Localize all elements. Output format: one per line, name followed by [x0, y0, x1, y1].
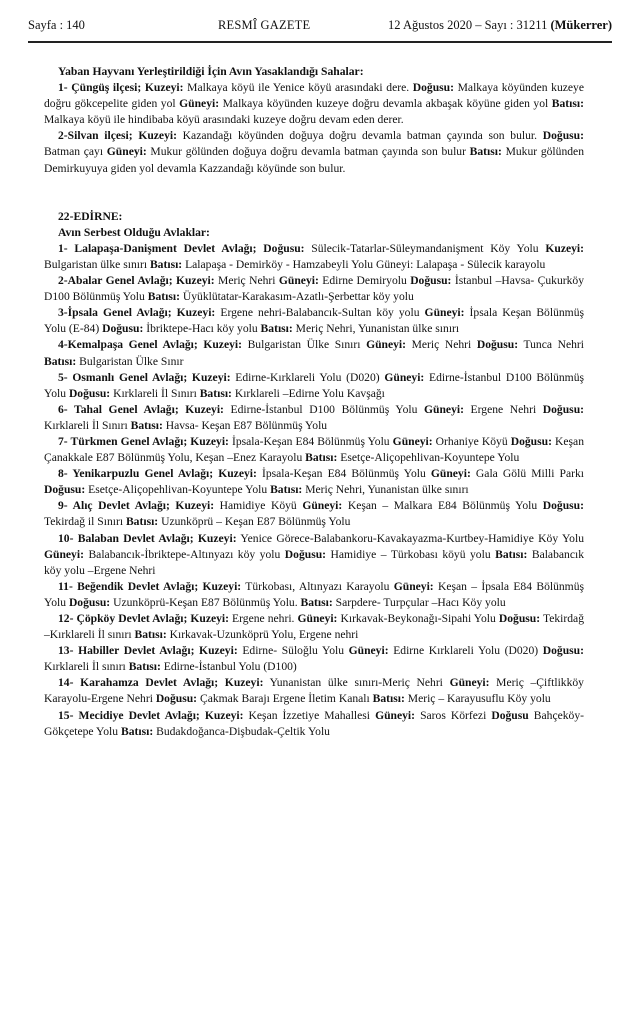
item-text: Meriç Nehri, Yunanistan ülke sınırı — [292, 322, 460, 336]
item-text: Üyüklütatar-Karakasım-Azatlı-Şerbettar köy yolu — [179, 290, 414, 304]
item-direction-label: 3-İpsala Genel Avlağı; Kuzeyi: — [58, 306, 216, 320]
item-text: Saros Körfezi — [415, 708, 492, 722]
item-direction-label: Güneyi: — [392, 434, 433, 448]
header-rule — [28, 41, 612, 43]
item-text: Edirne Kırklareli Yolu (D020) — [388, 644, 543, 658]
list-item — [44, 402, 584, 434]
item-text: Yenice Görece-Balabankoru-Kavakayazma-Kurtbey-Hamidiye Köy Yolu — [236, 531, 584, 545]
province-heading: 22-EDİRNE: — [58, 209, 123, 223]
item-direction-label: Batısı: — [199, 386, 232, 400]
item-text: Kazandağı köyünden doğuya doğru devamla batman çayında son bulur. — [176, 129, 543, 143]
document-body — [44, 64, 584, 740]
list-item — [44, 128, 584, 176]
item-direction-label: Güneyi: — [179, 97, 220, 111]
item-direction-label: Doğusu: — [542, 402, 585, 416]
item-text: Esetçe-Aliçopehlivan-Koyuntepe Yolu — [85, 483, 271, 497]
item-direction-label: 15- Mecidiye Devlet Avlağı; Kuzeyi: — [58, 708, 244, 722]
item-direction-label: Batısı: — [130, 418, 163, 432]
item-text: Batman çayı — [44, 145, 107, 159]
item-text: Kırklareli –Edirne Yolu Kavşağı — [231, 386, 385, 400]
item-text: Tekirdağ il Sınırı — [44, 515, 126, 529]
item-direction-label: 2-Abalar Genel Avlağı; Kuzeyi: — [58, 274, 215, 288]
item-text: Ergene Nehri — [463, 402, 543, 416]
item-text: Çakmak Barajı Ergene İletim Kanalı — [197, 692, 373, 706]
item-text: Meriç Nehri — [214, 274, 279, 288]
item-direction-label: Doğusu: — [410, 274, 452, 288]
list-item — [44, 675, 584, 707]
gazette-title: RESMÎ GAZETE — [218, 18, 311, 32]
item-direction-label: 12- Çöpköy Devlet Avlağı; Kuzeyi: — [58, 612, 230, 625]
list-item — [44, 241, 584, 273]
list-item — [44, 611, 584, 643]
item-direction-label: Doğusu: — [542, 499, 584, 513]
item-text: İpsala-Keşan E84 Bölünmüş Yolu — [256, 467, 431, 481]
item-text: Hamidiye Köyü — [214, 499, 303, 513]
item-direction-label: Doğusu: — [542, 129, 584, 143]
item-text: Edirne-Kırklareli Yolu (D020) — [230, 370, 385, 384]
item-direction-label: Batısı: — [120, 724, 154, 738]
item-text: Kırklareli İl Sınırı — [110, 386, 200, 400]
section-heading: Avın Serbest Olduğu Avlaklar: — [58, 225, 210, 239]
item-direction-label: Doğusu: — [44, 483, 86, 497]
item-direction-label: Güneyi: — [302, 499, 343, 513]
item-text: İpsala Keşan Bölünmüş Yolu (E-84) — [44, 306, 584, 336]
item-text: Kırklareli İl Sınırı — [44, 418, 131, 432]
item-direction-label: Doğusu: — [68, 595, 111, 609]
item-direction-label: Doğusu: — [102, 322, 144, 336]
item-direction-label: Doğusu: — [542, 644, 584, 658]
item-direction-label: Güneyi: — [366, 338, 407, 352]
page-header — [28, 18, 612, 38]
item-text: Tekirdağ –Kırklareli İl sınırı — [44, 612, 584, 642]
item-text: Kırkavak-Beykonağı-Sipahi Yolu — [337, 612, 499, 625]
item-text: Edirne-İstanbul D100 Bölünmüş Yolu — [44, 370, 585, 400]
item-direction-label: Güneyi: — [106, 145, 147, 159]
list-item — [44, 337, 584, 369]
item-direction-label: Doğusu: — [155, 692, 198, 706]
item-direction-label: 8- Yenikarpuzlu Genel Avlağı; Kuzeyi: — [58, 467, 257, 481]
item-text: Yunanistan ülke sınırı-Meriç Nehri — [263, 676, 450, 690]
item-text: Malkaya köyünden kuzeye doğru devamla akbaşak köyüne giden yol — [219, 97, 552, 111]
item-direction-label: 6- Tahal Genel Avlağı; Kuzeyi: — [58, 402, 224, 416]
item-text: Esetçe-Aliçopehlivan-Koyuntepe Yolu — [337, 451, 520, 465]
item-direction-label: Doğusu — [491, 708, 529, 722]
item-direction-label: 13- Habiller Devlet Avlağı; Kuzeyi: — [58, 644, 238, 658]
item-direction-label: Batısı: — [128, 660, 161, 674]
item-direction-label: Doğusu: — [284, 547, 327, 561]
hunting-areas-list — [44, 241, 584, 740]
item-direction-label: Batısı: — [149, 257, 183, 271]
item-direction-label: 2-Silvan ilçesi; Kuzeyi: — [58, 129, 177, 143]
item-direction-label: 14- Karahamza Devlet Avlağı; Kuzeyi: — [58, 676, 264, 690]
item-text: Balabancık-İbriktepe-Altınyazı köy yolu — [83, 547, 285, 561]
item-text: Meriç Nehri — [406, 338, 477, 352]
list-item — [44, 643, 584, 675]
item-direction-label: Kuzeyi: — [545, 241, 584, 255]
item-text: Keşan – İpsala E84 Bölünmüş Yolu — [44, 579, 585, 609]
item-text: Bulgaristan Ülke Sınır — [76, 354, 184, 368]
item-text: Uzunköprü-Keşan E87 Bölünmüş Yolu. — [110, 595, 301, 609]
item-text: Kırklareli İl sınırı — [44, 660, 129, 674]
item-text: Ergene nehri-Balabancık-Sultan köy yolu — [215, 306, 425, 320]
list-item — [44, 80, 584, 128]
list-item — [44, 531, 584, 579]
item-text: Sarpdere- Turpçular –Hacı Köy yolu — [332, 595, 506, 609]
item-direction-label: 1- Lalapaşa-Danişment Devlet Avlağı; Doğusu: — [58, 241, 305, 255]
item-direction-label: Güneyi: — [424, 306, 465, 320]
item-direction-label: Batısı: — [372, 692, 405, 706]
list-item — [44, 466, 584, 498]
item-direction-label: Güneyi: — [297, 612, 338, 625]
item-direction-label: Güneyi: — [348, 644, 389, 658]
item-text: Havsa- Keşan E87 Bölünmüş Yolu — [162, 418, 328, 432]
item-text: Lalapaşa - Demirköy - Hamzabeyli Yolu Güneyi: Lalapaşa - Sülecik karayolu — [182, 257, 546, 271]
item-direction-label: Batısı: — [260, 322, 293, 336]
item-text: Bulgaristan Ülke Sınırı — [241, 338, 367, 352]
item-text: Malkaya köyünden kuzeye doğru gökcepelite giden yol — [44, 81, 584, 111]
item-direction-label: Doğusu: — [510, 434, 552, 448]
item-direction-label: 11- Beğendik Devlet Avlağı; Kuzeyi: — [58, 579, 242, 593]
item-direction-label: 10- Balaban Devlet Avlağı; Kuzeyi: — [58, 531, 237, 545]
item-direction-label: Güneyi: — [384, 370, 425, 384]
item-direction-label: 5- Osmanlı Genel Avlağı; Kuzeyi: — [58, 370, 231, 384]
item-direction-label: Batısı: — [134, 628, 167, 642]
item-direction-label: Batısı: — [469, 145, 502, 159]
item-direction-label: Doğusu: — [412, 81, 454, 95]
item-direction-label: Batısı: — [305, 451, 338, 465]
list-item — [44, 498, 584, 530]
item-text: Meriç –Çiftlikköy Karayolu-Ergene Nehri — [44, 676, 584, 706]
item-direction-label: Doğusu: — [476, 338, 519, 352]
section-heading: Yaban Hayvanı Yerleştirildiği İçin Avın Yasaklandığı Sahalar: — [58, 65, 364, 78]
item-direction-label: Güneyi: — [449, 676, 490, 690]
item-direction-label: 9- Alıç Devlet Avlağı; Kuzeyi: — [58, 499, 215, 513]
item-direction-label: 4-Kemalpaşa Genel Avlağı; Kuzeyi: — [58, 338, 242, 352]
issue-info — [388, 18, 612, 33]
item-text: Ergene nehri. — [229, 612, 298, 625]
item-direction-label: Batısı: — [147, 290, 180, 304]
item-text: Meriç – Karayusuflu Köy yolu — [404, 692, 551, 706]
item-direction-label: Batısı: — [44, 354, 77, 368]
item-direction-label: Batısı: — [495, 547, 528, 561]
item-text: Orhaniye Köyü — [432, 434, 511, 448]
item-text: Bulgaristan ülke sınırı — [44, 257, 150, 271]
list-item — [44, 273, 584, 305]
item-direction-label: Batısı: — [300, 595, 333, 609]
item-text: Hamidiye – Türkobası köyü yolu — [326, 547, 496, 561]
item-direction-label: Güneyi: — [430, 467, 471, 481]
item-direction-label: Güneyi: — [393, 579, 434, 593]
item-text: Mukur gölünden doğuya doğru devamla batman çayında son bulur — [146, 145, 470, 159]
item-text: Malkaya köyü ile hindibaba köyü arasındaki kuzeye doğru devam eden derer. — [44, 113, 404, 127]
item-direction-label: Doğusu: — [498, 612, 541, 625]
item-text: Edirne- Süloğlu Yolu — [237, 644, 349, 658]
item-text: Sülecik-Tatarlar-Süleymandanişment Köy Yolu — [304, 241, 546, 255]
item-text: Edirne-İstanbul D100 Bölünmüş Yolu — [223, 402, 425, 416]
item-direction-label: Batısı: — [551, 97, 584, 111]
item-text: Türkobası, Altınyazı Karayolu — [241, 579, 394, 593]
item-text: Tunca Nehri — [518, 338, 584, 352]
item-text: Budakdoğanca-Dişbudak-Çeltik Yolu — [153, 724, 330, 738]
item-direction-label: Doğusu: — [68, 386, 111, 400]
list-item — [44, 434, 584, 466]
item-text: Edirne-İstanbul Yolu (D100) — [160, 660, 297, 674]
item-direction-label: Batısı: — [270, 483, 303, 497]
list-item — [44, 305, 584, 337]
item-direction-label: 1- Çüngüş ilçesi; Kuzeyi: — [58, 81, 184, 95]
item-direction-label: Güneyi: — [44, 547, 84, 561]
item-direction-label: Güneyi: — [424, 402, 464, 416]
item-direction-label: Güneyi: — [278, 274, 319, 288]
issue-date: 12 Ağustos 2020 – Sayı : 31211 — [388, 18, 548, 32]
item-text: Keşan – Malkara E84 Bölünmüş Yolu — [342, 499, 543, 513]
item-text: Mukur gölünden Demirkuyuya giden yol devamla Kazzandağı köyünde son bulur. — [44, 145, 584, 175]
page-number: Sayfa : 140 — [28, 18, 85, 32]
item-text: Malkaya köyü ile Yenice köyü arasındaki dere. — [183, 81, 413, 95]
item-direction-label: Batısı: — [125, 515, 159, 529]
item-text: Kırkavak-Uzunköprü Yolu, Ergene nehri — [166, 628, 359, 642]
list-item — [44, 579, 584, 611]
item-direction-label: 7- Türkmen Genel Avlağı; Kuzeyi: — [58, 434, 229, 448]
section-gap — [44, 177, 584, 209]
list-item — [44, 708, 584, 740]
item-text: Balabancık köy yolu –Ergene Nehri — [44, 547, 584, 577]
item-text: Meriç Nehri, Yunanistan ülke sınırı — [302, 483, 469, 497]
item-direction-label: Güneyi: — [375, 708, 416, 722]
item-text: Keşan İzzetiye Mahallesi — [243, 708, 376, 722]
item-text: Gala Gölü Milli Parkı — [470, 467, 585, 481]
item-text: İstanbul –Havsa- Çukurköy D100 Bölünmüş Yolu — [44, 274, 584, 304]
item-text: İbriktepe-Hacı köy yolu — [143, 322, 261, 336]
item-text: İpsala-Keşan E84 Bölünmüş Yolu — [228, 434, 393, 448]
supplement-label: (Mükerrer) — [550, 18, 612, 32]
item-text: Uzunköprü – Keşan E87 Bölünmüş Yolu — [158, 515, 351, 529]
item-text: Bahçeköy-Gökçetepe Yolu — [44, 708, 584, 738]
item-text: Edirne Demiryolu — [318, 274, 411, 288]
restricted-areas-list — [44, 80, 584, 177]
item-text: Keşan Çanakkale E87 Bölünmüş Yolu, Keşan –Enez Karayolu — [44, 434, 585, 465]
list-item — [44, 370, 584, 402]
